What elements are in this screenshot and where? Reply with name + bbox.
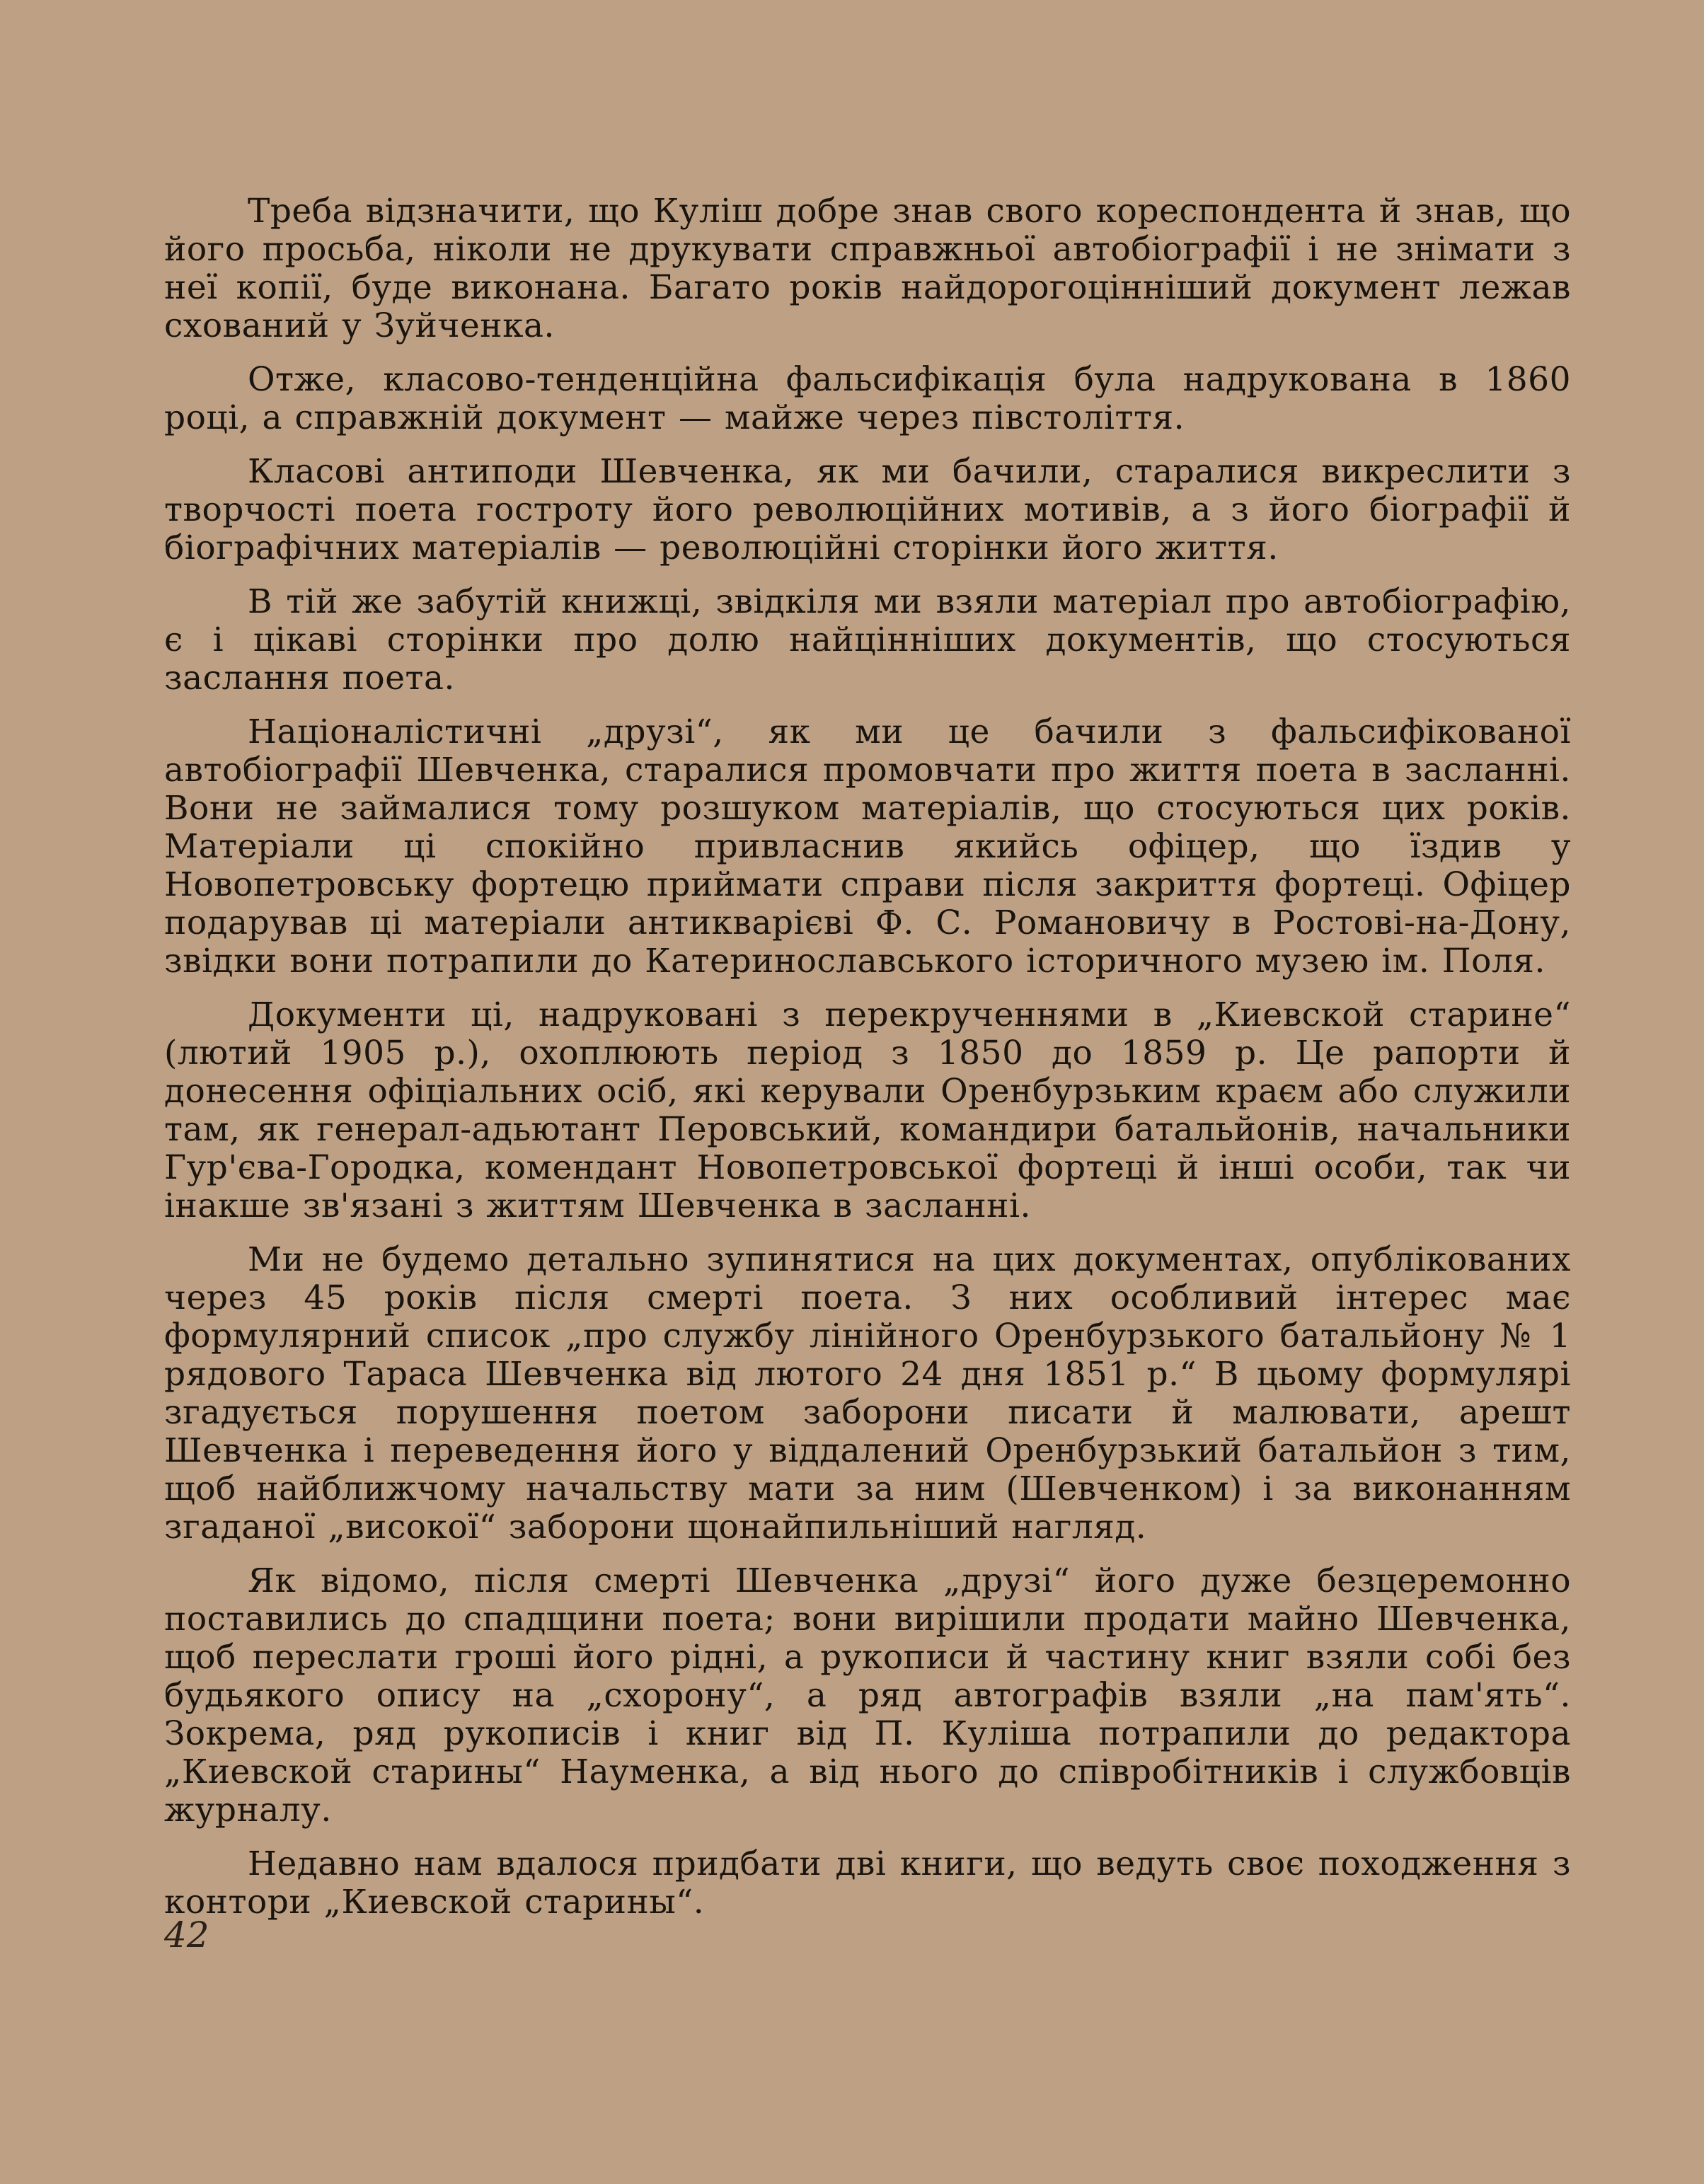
paragraph: Класові антиподи Шевченка, як ми бачили, старалися викреслити з творчості поета гостроту його революційних мотивів, а з його біографії й біографічних матеріалів — революційні сторінки його життя. [164, 452, 1571, 567]
paragraph: Націоналістичні „друзі“, як ми це бачили з фальсифікованої автобіографії Шевченка, старалися промовчати про життя поета в засланні. Вони не займалися тому розшуком матеріалів, що стосуються цих років. Матеріали ці спокійно привласнив якийсь офіцер, що їздив у Новопетровську фортецю приймати справи після закриття фортеці. Офіцер подарував ці матеріали антикварієві Ф. С. Романовичу в Ростові-на-Дону, звідки вони потрапили до Катеринославського історичного музею ім. Поля. [164, 712, 1571, 981]
paragraph: Отже, класово-тенденційна фальсифікація була надрукована в 1860 році, а справжній документ — майже через півстоліття. [164, 360, 1571, 437]
paragraph: Документи ці, надруковані з перекрученнями в „Киевской старине“ (лютий 1905 р.), охоплюють період з 1850 до 1859 р. Це рапорти й донесення офіціальних осіб, які керували Оренбурзьким краєм або служили там, як генерал-адьютант Перовський, командири батальйонів, начальники Гур'єва-Городка, комендант Новопетровської фортеці й інші особи, так чи інакше зв'язані з життям Шевченка в засланні. [164, 995, 1571, 1225]
paragraph: Як відомо, після смерті Шевченка „друзі“ його дуже безцеремонно поставились до спадщини поета; вони вирішили продати майно Шевченка, щоб переслати гроші його рідні, а рукописи й частину книг взяли собі без будьякого опису на „схорону“, а ряд автографів взяли „на пам'ять“. Зокрема, ряд рукописів і книг від П. Куліша потрапили до редактора „Киевской старины“ Науменка, а від нього до співробітників і службовців журналу. [164, 1561, 1571, 1830]
paragraph: В тій же забутій книжці, звідкіля ми взяли матеріал про автобіографію, є і цікаві сторінки про долю найцінніших документів, що стосуються заслання поета. [164, 582, 1571, 698]
page-number: 42 [164, 1914, 209, 1955]
document-page [164, 192, 1571, 1937]
paragraph: Ми не будемо детально зупинятися на цих документах, опублікованих через 45 років після смерті поета. З них особливий інтерес має формулярний список „про службу лінійного Оренбурзького батальйону № 1 рядового Тараса Шевченка від лютого 24 дня 1851 р.“ В цьому формулярі згадується порушення поетом заборони писати й малювати, арешт Шевченка і переведення його у віддалений Оренбурзький батальйон з тим, щоб найближчому начальству мати за ним (Шевченком) і за виконанням згаданої „високої“ заборони щонайпильніший нагляд. [164, 1240, 1571, 1547]
paragraph: Треба відзначити, що Куліш добре знав свого кореспондента й знав, що його просьба, ніколи не друкувати справжньої автобіографії і не знімати з неї копії, буде виконана. Багато років найдорогоцінніший документ лежав схований у Зуйченка. [164, 192, 1571, 345]
paragraph: Недавно нам вдалося придбати дві книги, що ведуть своє походження з контори „Киевской старины“. [164, 1844, 1571, 1922]
